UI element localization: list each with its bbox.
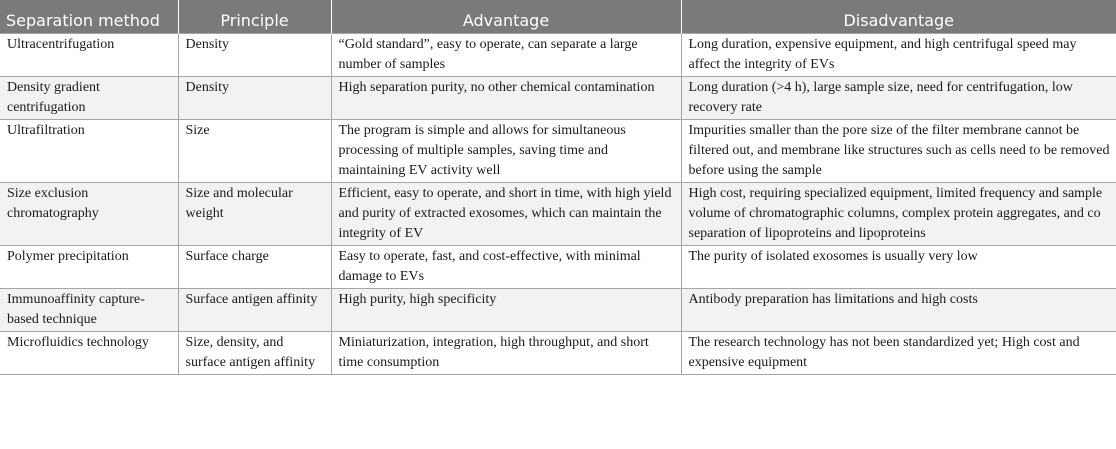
table-row	[0, 77, 1116, 120]
cell-principle: Surface antigen affinity	[178, 289, 331, 332]
table-row	[0, 289, 1116, 332]
cell-principle: Size and molecular weight	[178, 183, 331, 246]
cell-principle: Size	[178, 120, 331, 183]
header-principle: Principle	[178, 0, 331, 34]
table-header	[0, 0, 1116, 34]
cell-principle: Size, density, and surface antigen affinity	[178, 332, 331, 375]
cell-advantage: High separation purity, no other chemical contamination	[331, 77, 681, 120]
cell-disadvantage: Long duration, expensive equipment, and high centrifugal speed may affect the integrity of EVs	[681, 34, 1116, 77]
cell-principle: Density	[178, 34, 331, 77]
table-row	[0, 183, 1116, 246]
cell-disadvantage: High cost, requiring specialized equipment, limited frequency and sample volume of chromatographic columns, complex protein aggregates, and co separation of lipoproteins and lipoproteins	[681, 183, 1116, 246]
cell-advantage: High purity, high specificity	[331, 289, 681, 332]
table-row	[0, 34, 1116, 77]
cell-method: Microfluidics technology	[7, 335, 149, 350]
header-row	[0, 0, 1116, 34]
cell-principle: Surface charge	[178, 246, 331, 289]
cell-advantage: The program is simple and allows for simultaneous processing of multiple samples, saving time and maintaining EV activity well	[331, 120, 681, 183]
cell-method: Size exclusion chromatography	[7, 186, 99, 221]
cell-disadvantage: The research technology has not been standardized yet; High cost and expensive equipment	[681, 332, 1116, 375]
table-row	[0, 120, 1116, 183]
cell-method: Immunoaffinity capture-based technique	[7, 292, 145, 327]
cell-method: Polymer precipitation	[7, 249, 129, 264]
header-separation-method: Separation method	[0, 0, 178, 34]
cell-advantage: Miniaturization, integration, high throughput, and short time consumption	[331, 332, 681, 375]
header-advantage: Advantage	[331, 0, 681, 34]
cell-method: Density gradient centrifugation	[7, 80, 100, 115]
cell-advantage: Easy to operate, fast, and cost-effective, with minimal damage to EVs	[331, 246, 681, 289]
cell-method: Ultrafiltration	[7, 123, 85, 138]
header-disadvantage: Disadvantage	[681, 0, 1116, 34]
cell-method: Ultracentrifugation	[7, 37, 115, 52]
cell-disadvantage: Antibody preparation has limitations and high costs	[681, 289, 1116, 332]
table-body	[0, 34, 1116, 375]
cell-principle: Density	[178, 77, 331, 120]
cell-advantage: “Gold standard”, easy to operate, can separate a large number of samples	[331, 34, 681, 77]
cell-disadvantage: Long duration (>4 h), large sample size, need for centrifugation, low recovery rate	[681, 77, 1116, 120]
cell-advantage: Efficient, easy to operate, and short in time, with high yield and purity of extracted exosomes, which can maintain the integrity of EV	[331, 183, 681, 246]
cell-disadvantage: The purity of isolated exosomes is usually very low	[681, 246, 1116, 289]
table-row	[0, 332, 1116, 375]
cell-disadvantage: Impurities smaller than the pore size of the filter membrane cannot be filtered out, and membrane like structures such as cells need to be removed before using the sample	[681, 120, 1116, 183]
table-row	[0, 246, 1116, 289]
